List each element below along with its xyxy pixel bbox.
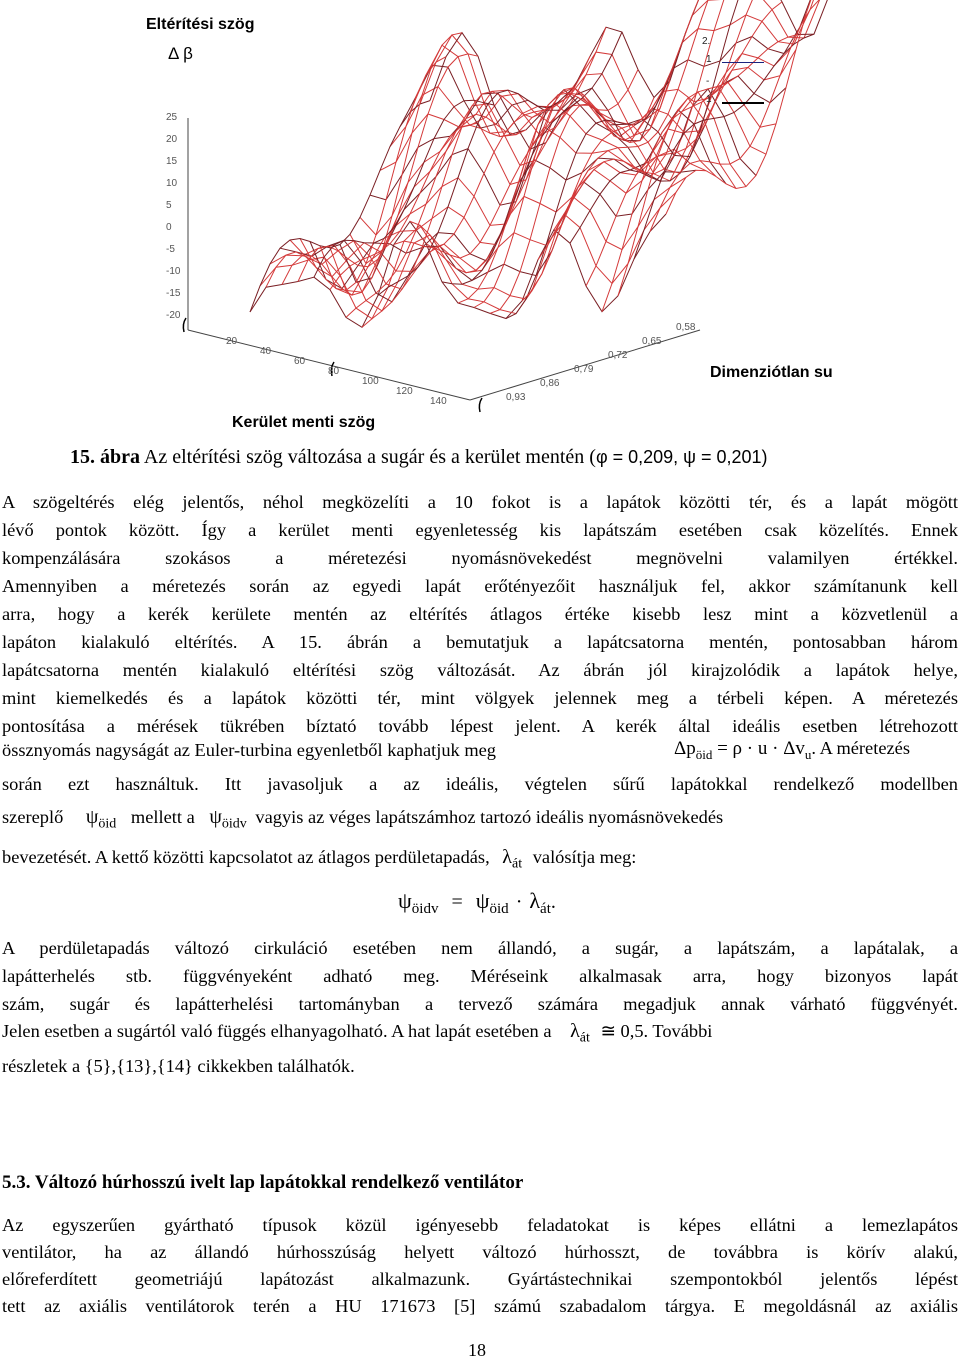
mesh-line xyxy=(426,27,606,273)
x-tick-label: 40 xyxy=(260,346,272,357)
psi-symbol: ψ xyxy=(85,806,99,828)
formula-lhs-sub: öid xyxy=(695,746,713,762)
mesh-line xyxy=(570,0,750,243)
text-fragment: valósítja meg: xyxy=(532,847,637,867)
formula-rhs-sub: u xyxy=(804,746,812,762)
text-line: kompenzálására szokásos a méretezési nyomásnövekedést megnövelni valamilyen értékkel. xyxy=(2,548,958,568)
psi-symbol: ψ xyxy=(209,806,222,828)
text-line: előreferdített geometriájú lapátozást alkalmazunk. Gyártástechnikai szempontokból jelentős lépést xyxy=(2,1269,958,1289)
lambda-relation: ≅ 0,5 xyxy=(600,1021,644,1041)
legend-line-series-1 xyxy=(722,62,764,63)
eq-sub: öidv xyxy=(411,901,439,917)
text-fragment: vagyis az véges lapátszámhoz tartozó ideális nyomásnövekedés xyxy=(255,807,724,827)
caption-params: φ = 0,209, ψ = 0,201) xyxy=(595,447,768,467)
x-tick-label: 80 xyxy=(328,366,340,377)
text-line: ventilátor, ha az állandó húrhosszúság helyett változó húrhosszt, de továbbra is körív alakú, xyxy=(2,1242,958,1262)
lambda-sub: át xyxy=(512,856,523,872)
caption-number: 15. ábra xyxy=(70,446,140,468)
eq-sub: át xyxy=(540,901,551,917)
x-tick-label: 100 xyxy=(362,376,379,387)
surface-plot-figure xyxy=(0,0,960,440)
mesh-line xyxy=(618,35,798,296)
equation-psi-oidv xyxy=(398,888,556,918)
page-number: 18 xyxy=(468,1340,486,1360)
text-line: lapáton kialakuló eltérítés. A 15. ábrán a bemutatjuk a lapátcsatorna mentén, pontosabban három xyxy=(2,632,958,652)
text-line: során ezt használtuk. Itt javasoljuk a az ideális, végtelen sűrű lapátokkal rendelkező modellben xyxy=(2,774,958,794)
text-line: mint kiemelkedés és a lapátok közötti tér, mint völgyek jelennek meg a térbeli képen. A méretezés xyxy=(2,688,958,708)
caption-text: Az eltérítési szög változása a sugár és a kerület mentén ( xyxy=(140,446,596,468)
eq-equals: = xyxy=(451,891,463,913)
psi-sub: öid xyxy=(98,816,117,832)
legend-mark-2: 1 xyxy=(706,54,712,65)
z-axis-label: Eltérítési szög xyxy=(146,16,255,33)
formula-rhs: = ρ · u · Δv xyxy=(717,738,805,759)
figure-caption xyxy=(70,446,768,469)
x-tick-label: 20 xyxy=(226,336,238,347)
eq-lambda: λ xyxy=(529,888,541,913)
x-tick-label: 60 xyxy=(294,356,306,367)
z-tick-label: 10 xyxy=(166,178,178,189)
text-line: össznyomás nagyságát az Euler-turbina egyenletből kaphatjuk meg xyxy=(2,740,496,760)
y-tick-label: 0,58 xyxy=(676,322,696,333)
z-tick-label: 20 xyxy=(166,134,178,145)
y-tick-label: 0,79 xyxy=(574,364,594,375)
psi-sub: öidv xyxy=(221,816,247,832)
z-tick-label: -5 xyxy=(166,244,175,255)
text-line: szám, sugár és lapátterhelési tartományban a tervező számára megadjuk annak várható függvényét. xyxy=(2,994,958,1014)
text-line: pontosítása a mérések tükrében bíztató tovább lépest jelent. A kerék által ideális esetben létrehozott xyxy=(2,716,958,736)
eq-psi: ψ xyxy=(398,888,412,913)
paragraph-3 xyxy=(2,1212,958,1320)
z-axis-symbol: Δ β xyxy=(168,44,193,63)
mesh-line xyxy=(310,110,726,289)
mesh-line xyxy=(290,149,706,289)
paragraph-2 xyxy=(2,934,958,1018)
euler-formula xyxy=(674,738,910,763)
z-tick-label: -15 xyxy=(166,288,181,299)
text-line: Az egyszerűen gyártható típusok közül igényesebb feladatokat is képes ellátni a lemezlapátos xyxy=(2,1215,958,1235)
psi-line xyxy=(2,806,958,833)
y-axis-label: Dimenziótlan su xyxy=(710,364,833,381)
text-fragment: mellett a xyxy=(130,807,195,827)
legend-mark-4: 1 xyxy=(706,94,712,105)
text-line: Amennyiben a méretezés során az egyedi lapát erőtényezőit használjuk fel, akkor számítanunk kell xyxy=(2,576,958,596)
mesh-line xyxy=(390,14,806,147)
lambda-sub: át xyxy=(579,1030,590,1046)
y-tick-label: 0,86 xyxy=(540,378,560,389)
mesh-line xyxy=(666,0,846,214)
text-line: lapátcsatorna mentén kialakuló eltérítési szög változását. Az ábrán jól kirajzolódik a lapátok helye, xyxy=(2,660,958,680)
x-axis-label: Kerület menti szög xyxy=(232,414,376,431)
formula-lhs: Δp xyxy=(674,738,696,759)
mesh-line xyxy=(442,32,622,284)
x-tick-label: 140 xyxy=(430,396,447,407)
mesh-line xyxy=(250,214,666,327)
y-tick-label: 0,93 xyxy=(506,392,526,403)
text-fragment: . További xyxy=(643,1021,713,1041)
eq-sub: öid xyxy=(489,901,509,917)
text-fragment: szereplő xyxy=(2,807,64,827)
eq-dot: · xyxy=(515,891,523,913)
text-line: lapátterhelés stb. függvényeként adható meg. Méréseink alkalmasak arra, hogy bizonyos lapát xyxy=(2,966,958,986)
z-tick-label: 5 xyxy=(166,200,172,211)
mesh-line xyxy=(330,92,746,292)
text-fragment: Jelen esetben a sugártól való függés elhanyagolható. A hat lapát esetében a xyxy=(2,1021,552,1041)
y-tick-label: 0,65 xyxy=(642,336,662,347)
z-tick-label: -10 xyxy=(166,266,181,277)
x-tick-label: 120 xyxy=(396,386,413,397)
z-tick-label: 15 xyxy=(166,156,178,167)
text-line: arra, hogy a kerék kerülete mentén az eltérítés átlagos értéke kisebb lesz mint a közvetlenül a xyxy=(2,604,958,624)
text-line: tett az axiális ventilátorok terén a HU 171673 [5] számú szabadalom tárgya. E megoldásnál az axiális xyxy=(2,1296,958,1316)
mesh-line xyxy=(586,0,766,286)
paragraph-1 xyxy=(2,488,958,740)
legend-mark-1: 2. xyxy=(702,36,711,47)
lambda-symbol: λ xyxy=(502,846,512,868)
legend-mark-3: - xyxy=(706,76,710,87)
lambda-symbol: λ xyxy=(570,1020,580,1042)
text-line: A szögeltérés elég jelentős, néhol megközelíti a 10 fokot is a lapátok közötti tér, és a lapát mögött xyxy=(2,492,958,512)
z-tick-label: 0 xyxy=(166,222,172,233)
z-tick-label: 25 xyxy=(166,112,178,123)
legend-line-series-2 xyxy=(722,102,764,104)
euler-line xyxy=(2,740,496,761)
z-tick-label: -20 xyxy=(166,310,181,321)
eq-psi: ψ xyxy=(475,888,490,913)
formula-tail: . A méretezés xyxy=(811,738,910,758)
text-line: A perdületapadás változó cirkuláció esetében nem állandó, a sugár, a lapátszám, a lapátalak, a xyxy=(2,938,958,958)
lambda-line xyxy=(2,846,636,873)
lambda-value-line xyxy=(2,1020,712,1047)
text-fragment: bevezetését. A kettő közötti kapcsolatot az átlagos perdületapadás, xyxy=(2,847,490,867)
eq-end: . xyxy=(550,891,556,913)
y-tick-label: 0,72 xyxy=(608,350,628,361)
section-heading: 5.3. Változó húrhosszú ivelt lap lapátokkal rendelkező ventilátor xyxy=(2,1172,524,1193)
text-line: lévő pontok között. Így a kerület menti egyenletesség kis lapátszám esetében csak közelítés. Ennek xyxy=(2,520,958,540)
mesh-line xyxy=(400,0,816,141)
text-line: részletek a {5},{13},{14} cikkekben találhatók. xyxy=(2,1056,355,1076)
